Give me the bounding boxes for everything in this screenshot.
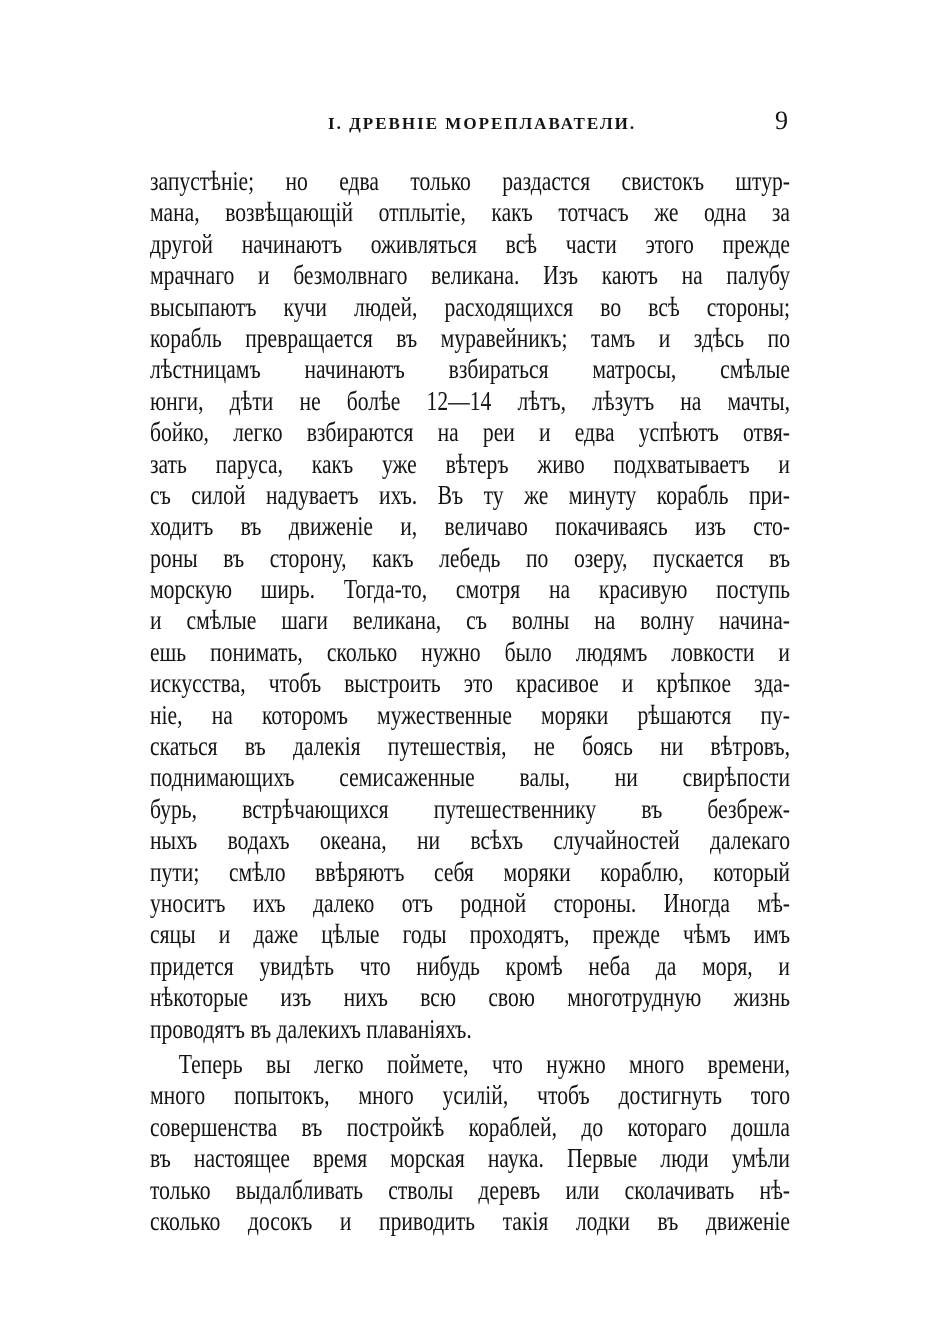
text-line: лѣстницамъ начинаютъ взбираться матросы, смѣлые [150, 354, 790, 385]
text-line: сколько досокъ и приводить такія лодки въ движеніе [150, 1205, 790, 1236]
text-line: и смѣлые шаги великана, съ волны на волну начина- [150, 605, 790, 636]
page-number: 9 [775, 106, 788, 135]
text-line: ныхъ водахъ океана, ни всѣхъ случайностей далекаго [150, 825, 790, 856]
text-line: юнги, дѣти не болѣе 12—14 лѣтъ, лѣзутъ на мачты, [150, 385, 790, 416]
text-line: скаться въ далекія путешествія, не боясь ни вѣтровъ, [150, 731, 790, 762]
text-line: запустѣніе; но едва только раздастся свистокъ штур- [150, 166, 790, 196]
page-header [0, 104, 936, 140]
text-line: сяцы и даже цѣлые годы проходятъ, прежде чѣмъ имъ [150, 919, 790, 950]
text-line: придется увидѣть что нибудь кромѣ неба да моря, и [150, 950, 790, 981]
text-line: Теперь вы легко поймете, что нужно много времени, [178, 1048, 791, 1079]
text-line: мана, возвѣщающій отплытіе, какъ тотчасъ же одна за [150, 197, 790, 228]
text-line: ешь понимать, сколько нужно было людямъ ловкости и [150, 636, 790, 667]
body-text [150, 166, 790, 1237]
text-line: совершенства въ постройкѣ кораблей, до котораго дошла [150, 1111, 790, 1142]
text-line: бурь, встрѣчающихся путешественнику въ безбреж- [150, 793, 790, 824]
text-line: пути; смѣло ввѣряютъ себя моряки кораблю, который [150, 856, 790, 887]
text-line: роны въ сторону, какъ лебедь по озеру, пускается въ [150, 542, 790, 573]
text-line: ходитъ въ движеніе и, величаво покачиваясь изъ сто- [150, 511, 790, 542]
text-line: только выдалбливать стволы деревъ или сколачивать нѣ- [150, 1174, 790, 1205]
text-line: корабль превращается въ муравейникъ; тамъ и здѣсь по [150, 322, 790, 353]
text-line: морскую ширь. Тогда-то, смотря на красивую поступь [150, 574, 790, 605]
text-line: зать паруса, какъ уже вѣтеръ живо подхватываетъ и [150, 448, 790, 479]
paragraph-2 [150, 1049, 790, 1237]
text-line: съ силой надуваетъ ихъ. Въ ту же минуту корабль при- [150, 479, 790, 510]
running-head: I. ДРЕВНІЕ МОРЕПЛАВАТЕЛИ. [328, 114, 637, 133]
text-line: мрачнаго и безмолвнаго великана. Изъ каютъ на палубу [150, 260, 790, 291]
text-line: поднимающихъ семисаженные валы, ни свирѣпости [150, 762, 790, 793]
paragraph-1 [150, 166, 790, 1045]
text-line: искусства, чтобъ выстроить это красивое и крѣпкое зда- [150, 668, 790, 699]
text-line: ніе, на которомъ мужественные моряки рѣшаются пу- [150, 699, 790, 730]
text-line: высыпаютъ кучи людей, расходящихся во всѣ стороны; [150, 291, 790, 322]
text-line: нѣкоторые изъ нихъ всю свою многотрудную жизнь [150, 982, 790, 1013]
text-line: проводятъ въ далекихъ плаваніяхъ. [150, 1013, 472, 1044]
text-line: другой начинаютъ оживляться всѣ части этого прежде [150, 228, 790, 259]
text-line: уноситъ ихъ далеко отъ родной стороны. Иногда мѣ- [150, 887, 790, 918]
text-line: бойко, легко взбираются на реи и едва успѣютъ отвя- [150, 417, 790, 448]
text-line: много попытокъ, много усилій, чтобъ достигнуть того [150, 1080, 790, 1111]
text-line: въ настоящее время морская наука. Первые люди умѣли [150, 1143, 790, 1174]
